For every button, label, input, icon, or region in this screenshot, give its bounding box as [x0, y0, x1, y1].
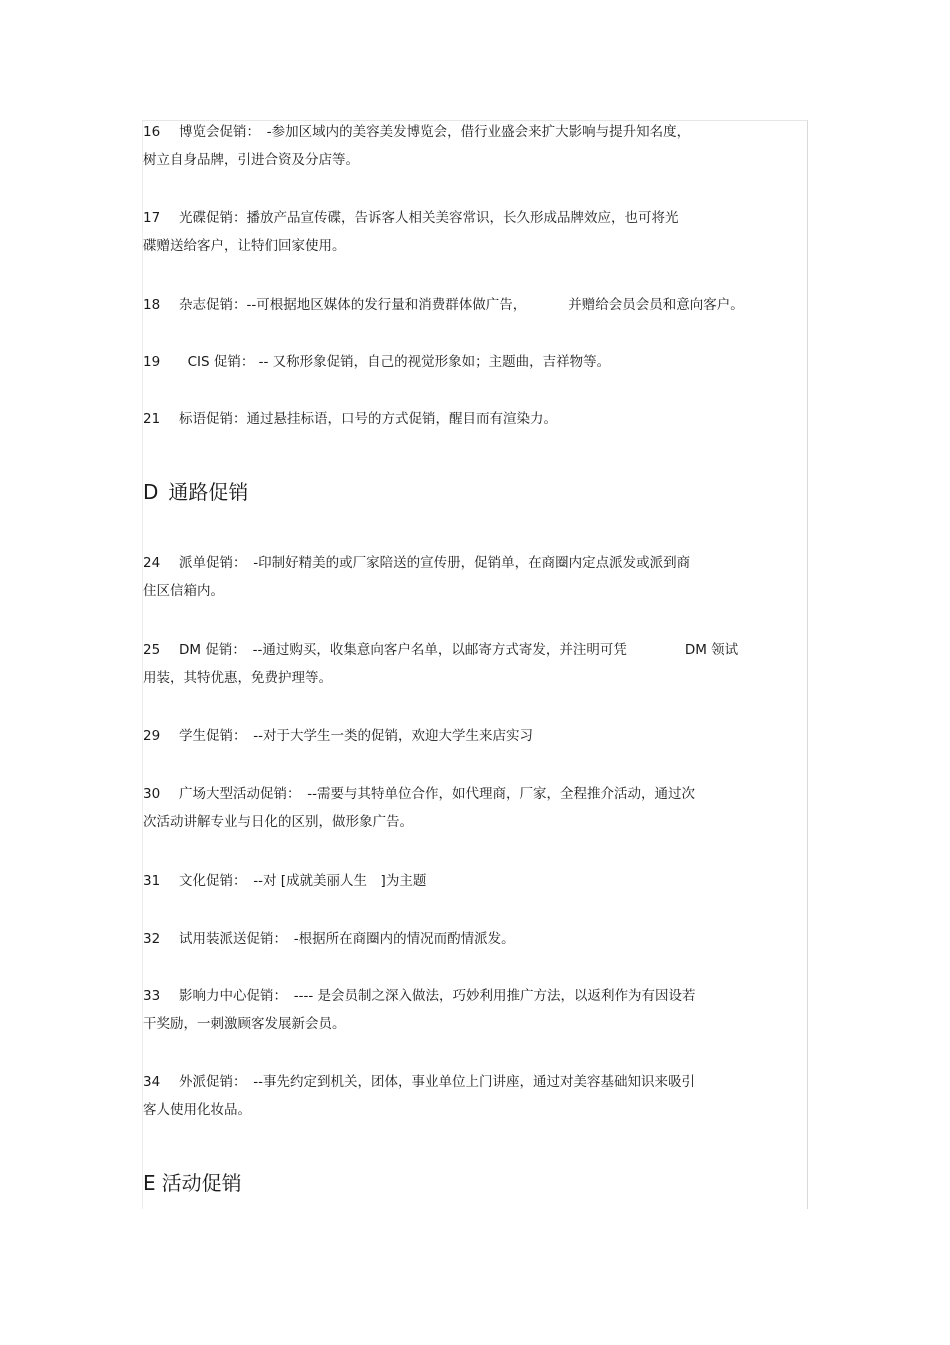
section-title: 活动促销 — [161, 1171, 242, 1195]
item-number: 17 — [143, 210, 161, 226]
item-text-continued: 干奖励，一刺激顾客发展新会员。 — [143, 1016, 346, 1032]
item-text-tail: 并赠给会员会员和意向客户。 — [568, 297, 744, 313]
item-number: 29 — [143, 728, 161, 744]
item-text-continued: 次活动讲解专业与日化的区别，做形象广告。 — [143, 814, 413, 830]
item-text: 文化促销： --对 [成就美丽人生 ]为主题 — [179, 873, 427, 889]
item-text-tail: DM 领试 — [684, 642, 739, 658]
item-text: 光碟促销：播放产品宣传碟，告诉客人相关美容常识，长久形成品牌效应，也可将光 — [179, 210, 679, 226]
list-item — [143, 410, 557, 428]
item-number: 25 — [143, 642, 161, 658]
list-item — [143, 1073, 695, 1091]
list-item — [143, 123, 690, 141]
section-letter: D — [143, 480, 159, 504]
item-text: 派单促销： -印制好精美的或厂家陪送的宣传册，促销单，在商圈内定点派发或派到商 — [179, 555, 691, 571]
item-text: DM 促销： --通过购买，收集意向客户名单，以邮寄方式寄发，并注明可凭 — [179, 642, 627, 658]
item-text-continued: 用装，其特优惠，免费护理等。 — [143, 670, 332, 686]
item-text: CIS 促销： -- 又称形象促销，自己的视觉形象如；主题曲，吉祥物等。 — [179, 354, 611, 370]
item-text: 外派促销： --事先约定到机关，团体，事业单位上门讲座，通过对美容基础知识来吸引 — [179, 1074, 695, 1090]
list-item — [143, 727, 533, 745]
item-number: 31 — [143, 873, 161, 889]
item-number: 19 — [143, 354, 161, 370]
item-number: 18 — [143, 297, 161, 313]
list-item — [143, 785, 695, 803]
section-letter: E — [143, 1171, 156, 1195]
item-number: 16 — [143, 124, 161, 140]
item-number: 30 — [143, 786, 161, 802]
item-text: 标语促销：通过悬挂标语，口号的方式促销，醒目而有渲染力。 — [179, 411, 557, 427]
item-text-continued: 住区信箱内。 — [143, 583, 224, 599]
list-item — [143, 296, 744, 314]
item-number: 24 — [143, 555, 161, 571]
list-item — [143, 930, 515, 948]
item-number: 21 — [143, 411, 161, 427]
item-text: 学生促销： --对于大学生一类的促销，欢迎大学生来店实习 — [179, 728, 533, 744]
item-text-continued: 碟赠送给客户，让特们回家使用。 — [143, 238, 346, 254]
section-heading — [143, 1170, 242, 1196]
section-title: 通路促销 — [168, 480, 249, 504]
list-item — [143, 987, 696, 1005]
item-text-continued: 客人使用化妆品。 — [143, 1102, 251, 1118]
list-item — [143, 353, 610, 371]
item-number: 34 — [143, 1074, 161, 1090]
section-heading — [143, 479, 248, 505]
item-text: 广场大型活动促销： --需要与其特单位合作，如代理商，厂家，全程推介活动，通过次 — [179, 786, 695, 802]
item-number: 33 — [143, 988, 161, 1004]
item-text: 博览会促销： -参加区域内的美容美发博览会，借行业盛会来扩大影响与提升知名度， — [179, 124, 691, 140]
item-text: 试用装派送促销： -根据所在商圈内的情况而酌情派发。 — [179, 931, 515, 947]
item-text: 杂志促销：--可根据地区媒体的发行量和消费群体做广告， — [179, 297, 527, 313]
list-item — [143, 554, 690, 572]
item-text-continued: 树立自身品牌，引进合资及分店等。 — [143, 152, 359, 168]
list-item — [143, 641, 738, 659]
item-text: 影响力中心促销： ---- 是会员制之深入做法，巧妙利用推广方法，以返利作为有因设若 — [179, 988, 696, 1004]
page-frame — [142, 120, 808, 1209]
list-item — [143, 872, 426, 890]
item-number: 32 — [143, 931, 161, 947]
list-item — [143, 209, 679, 227]
